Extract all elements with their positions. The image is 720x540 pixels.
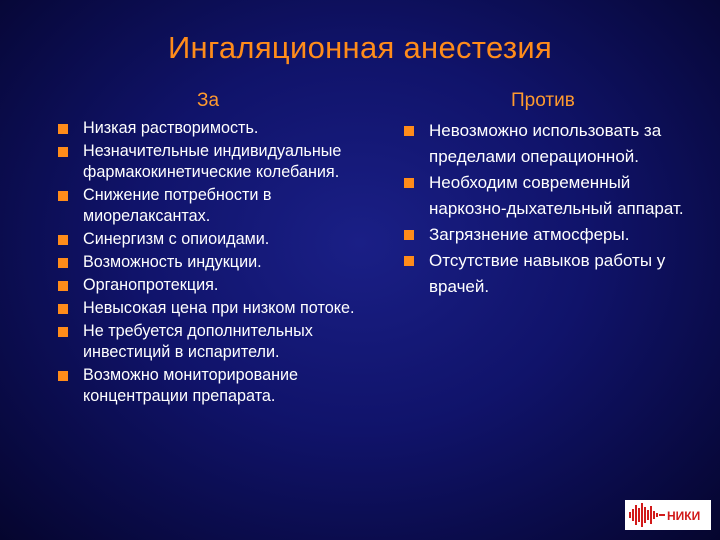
list-item-text: Невысокая цена при низком потоке. <box>83 299 355 317</box>
list-item-text: Незначительные индивидуальные фармакокинетические колебания. <box>83 142 342 181</box>
list-item-text: Синергизм с опиоидами. <box>83 230 270 248</box>
list-item <box>58 321 368 363</box>
logo-text: НИКИ <box>667 509 701 523</box>
square-bullet-icon <box>58 371 68 381</box>
cons-heading: Против <box>511 90 575 111</box>
list-item <box>404 248 694 300</box>
list-item-text: Возможно мониторирование концентрации препарата. <box>83 366 299 405</box>
square-bullet-icon <box>58 281 68 291</box>
list-item-text: Необходим современный наркозно-дыхательный аппарат. <box>429 173 684 218</box>
list-item <box>58 252 368 273</box>
waveform-logo-icon <box>627 502 709 528</box>
list-item <box>404 222 694 248</box>
square-bullet-icon <box>58 147 68 157</box>
square-bullet-icon <box>58 327 68 337</box>
list-item-text: Загрязнение атмосферы. <box>429 225 630 244</box>
list-item <box>404 170 694 222</box>
list-item-text: Органопротекция. <box>83 276 219 294</box>
list-item-text: Низкая растворимость. <box>83 119 259 137</box>
square-bullet-icon <box>58 191 68 201</box>
list-item <box>404 118 694 170</box>
pros-list <box>58 118 368 409</box>
list-item-text: Отсутствие навыков работы у врачей. <box>429 251 666 296</box>
list-item-text: Снижение потребности в миорелаксантах. <box>83 186 272 225</box>
list-item-text: Возможность индукции. <box>83 253 262 271</box>
list-item <box>58 365 368 407</box>
square-bullet-icon <box>404 178 414 188</box>
list-item <box>58 275 368 296</box>
list-item <box>58 298 368 319</box>
slide-title: Ингаляционная анестезия <box>167 30 553 65</box>
cons-list <box>404 118 694 300</box>
list-item-text: Не требуется дополнительных инвестиций в испарители. <box>83 322 313 361</box>
square-bullet-icon <box>58 235 68 245</box>
pros-heading: За <box>197 90 220 111</box>
square-bullet-icon <box>58 258 68 268</box>
list-item <box>58 229 368 250</box>
square-bullet-icon <box>404 256 414 266</box>
square-bullet-icon <box>58 304 68 314</box>
logo <box>625 500 711 530</box>
square-bullet-icon <box>404 126 414 136</box>
square-bullet-icon <box>404 230 414 240</box>
list-item <box>58 185 368 227</box>
list-item <box>58 141 368 183</box>
list-item-text: Невозможно использовать за пределами операционной. <box>429 121 662 166</box>
list-item <box>58 118 368 139</box>
square-bullet-icon <box>58 124 68 134</box>
